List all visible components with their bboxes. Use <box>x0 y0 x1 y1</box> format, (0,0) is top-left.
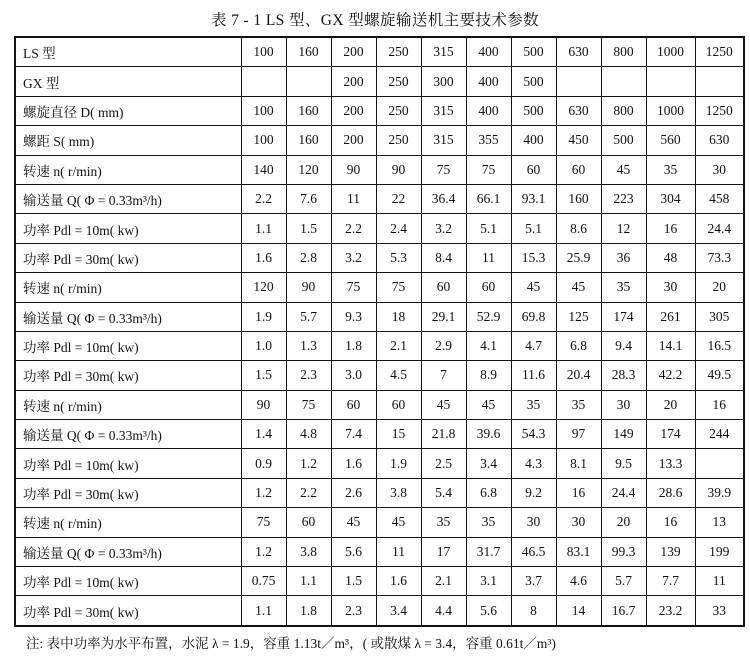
table-row <box>15 508 744 537</box>
cell: 800 <box>601 37 646 67</box>
cell: 49.5 <box>695 361 744 390</box>
row-label: 功率 Pdl = 30m( kw) <box>15 361 241 390</box>
row-label: 转速 n( r/min) <box>15 390 241 419</box>
cell: 21.8 <box>421 420 466 449</box>
cell: 14 <box>556 596 601 626</box>
cell: 90 <box>376 155 421 184</box>
cell: 6.8 <box>556 331 601 360</box>
cell: 9.3 <box>331 302 376 331</box>
cell: 2.1 <box>376 331 421 360</box>
cell: 5.6 <box>466 596 511 626</box>
cell: 223 <box>601 184 646 213</box>
cell: 500 <box>511 96 556 125</box>
row-label: 输送量 Q( Φ = 0.33m³/h) <box>15 537 241 566</box>
cell: 4.7 <box>511 331 556 360</box>
cell: 29.1 <box>421 302 466 331</box>
cell: 28.3 <box>601 361 646 390</box>
cell: 1.2 <box>286 449 331 478</box>
cell: 16.7 <box>601 596 646 626</box>
cell: 139 <box>646 537 695 566</box>
cell: 160 <box>556 184 601 213</box>
cell: 160 <box>286 96 331 125</box>
cell: 0.75 <box>241 567 286 596</box>
cell: 1.1 <box>241 596 286 626</box>
row-label: 转速 n( r/min) <box>15 508 241 537</box>
cell: 35 <box>511 390 556 419</box>
cell: 20 <box>601 508 646 537</box>
cell: 174 <box>601 302 646 331</box>
cell: 52.9 <box>466 302 511 331</box>
cell: 75 <box>241 508 286 537</box>
cell: 20 <box>695 273 744 302</box>
cell: 100 <box>241 126 286 155</box>
cell: 120 <box>286 155 331 184</box>
cell: 35 <box>646 155 695 184</box>
cell: 2.1 <box>421 567 466 596</box>
cell: 500 <box>601 126 646 155</box>
table-row <box>15 184 744 213</box>
cell: 16 <box>646 214 695 243</box>
cell: 13.3 <box>646 449 695 478</box>
cell: 30 <box>556 508 601 537</box>
row-label: 功率 Pdl = 30m( kw) <box>15 596 241 626</box>
row-label: 输送量 Q( Φ = 0.33m³/h) <box>15 420 241 449</box>
cell: 83.1 <box>556 537 601 566</box>
cell: 200 <box>331 37 376 67</box>
cell: 75 <box>331 273 376 302</box>
cell: 250 <box>376 37 421 67</box>
cell <box>695 67 744 96</box>
cell: 100 <box>241 37 286 67</box>
cell: 8.6 <box>556 214 601 243</box>
cell: 1.0 <box>241 331 286 360</box>
table-row <box>15 420 744 449</box>
table-row <box>15 67 744 96</box>
cell: 400 <box>466 96 511 125</box>
cell: 90 <box>331 155 376 184</box>
cell: 800 <box>601 96 646 125</box>
cell: 160 <box>286 37 331 67</box>
cell: 315 <box>421 126 466 155</box>
cell <box>695 449 744 478</box>
row-label: 功率 Pdl = 10m( kw) <box>15 449 241 478</box>
cell: 11.6 <box>511 361 556 390</box>
cell: 2.3 <box>286 361 331 390</box>
cell: 1.5 <box>331 567 376 596</box>
cell: 5.1 <box>466 214 511 243</box>
cell: 3.2 <box>421 214 466 243</box>
cell: 42.2 <box>646 361 695 390</box>
cell: 30 <box>695 155 744 184</box>
cell: 2.2 <box>241 184 286 213</box>
cell: 2.3 <box>331 596 376 626</box>
cell: 24.4 <box>601 478 646 507</box>
cell: 250 <box>376 67 421 96</box>
cell: 33 <box>695 596 744 626</box>
cell: 4.3 <box>511 449 556 478</box>
table-row <box>15 243 744 272</box>
cell: 4.6 <box>556 567 601 596</box>
cell: 261 <box>646 302 695 331</box>
cell: 355 <box>466 126 511 155</box>
table-row <box>15 126 744 155</box>
table-row <box>15 302 744 331</box>
cell: 1.5 <box>241 361 286 390</box>
cell: 30 <box>646 273 695 302</box>
row-label: 螺旋直径 D( mm) <box>15 96 241 125</box>
cell: 35 <box>556 390 601 419</box>
cell: 315 <box>421 37 466 67</box>
cell: 16 <box>646 508 695 537</box>
cell: 39.6 <box>466 420 511 449</box>
cell: 1.6 <box>376 567 421 596</box>
cell <box>556 67 601 96</box>
cell: 1.9 <box>376 449 421 478</box>
row-label: GX 型 <box>15 67 241 96</box>
table-row <box>15 596 744 626</box>
cell: 400 <box>511 126 556 155</box>
cell: 46.5 <box>511 537 556 566</box>
table-row <box>15 390 744 419</box>
cell: 35 <box>421 508 466 537</box>
cell: 5.1 <box>511 214 556 243</box>
cell: 5.7 <box>601 567 646 596</box>
cell: 3.4 <box>466 449 511 478</box>
cell: 4.1 <box>466 331 511 360</box>
table-row <box>15 331 744 360</box>
cell: 7.6 <box>286 184 331 213</box>
cell: 7.4 <box>331 420 376 449</box>
cell: 7.7 <box>646 567 695 596</box>
cell: 16 <box>556 478 601 507</box>
table-row <box>15 537 744 566</box>
cell: 75 <box>466 155 511 184</box>
row-label: 转速 n( r/min) <box>15 273 241 302</box>
row-label: 功率 Pdl = 10m( kw) <box>15 567 241 596</box>
table-body <box>15 37 744 626</box>
cell: 30 <box>601 390 646 419</box>
cell: 48 <box>646 243 695 272</box>
row-label: 螺距 S( mm) <box>15 126 241 155</box>
cell: 200 <box>331 96 376 125</box>
cell: 200 <box>331 126 376 155</box>
cell: 60 <box>511 155 556 184</box>
cell: 39.9 <box>695 478 744 507</box>
cell: 11 <box>376 537 421 566</box>
cell: 400 <box>466 67 511 96</box>
cell: 66.1 <box>466 184 511 213</box>
table-row <box>15 37 744 67</box>
table-footnote: 注: 表中功率为水平布置，水泥 λ = 1.9，容重 1.13t／m³，( 或散煤 λ = 3.4，容重 0.61t／m³) <box>26 635 556 651</box>
table-row <box>15 478 744 507</box>
cell: 3.7 <box>511 567 556 596</box>
cell <box>601 67 646 96</box>
cell: 45 <box>556 273 601 302</box>
cell: 560 <box>646 126 695 155</box>
cell: 28.6 <box>646 478 695 507</box>
row-label: 转速 n( r/min) <box>15 155 241 184</box>
cell: 22 <box>376 184 421 213</box>
cell: 75 <box>376 273 421 302</box>
cell: 60 <box>421 273 466 302</box>
cell: 5.7 <box>286 302 331 331</box>
cell: 1.2 <box>241 537 286 566</box>
cell: 1.6 <box>241 243 286 272</box>
cell: 244 <box>695 420 744 449</box>
cell: 75 <box>286 390 331 419</box>
cell: 36.4 <box>421 184 466 213</box>
cell: 30 <box>511 508 556 537</box>
cell: 174 <box>646 420 695 449</box>
row-label: 功率 Pdl = 30m( kw) <box>15 243 241 272</box>
cell: 315 <box>421 96 466 125</box>
cell: 3.0 <box>331 361 376 390</box>
cell: 36 <box>601 243 646 272</box>
cell: 1250 <box>695 96 744 125</box>
cell: 1.1 <box>286 567 331 596</box>
cell: 630 <box>695 126 744 155</box>
table-row <box>15 361 744 390</box>
cell: 125 <box>556 302 601 331</box>
cell: 6.8 <box>466 478 511 507</box>
cell: 1.6 <box>331 449 376 478</box>
cell: 11 <box>466 243 511 272</box>
cell: 1.3 <box>286 331 331 360</box>
cell: 1.8 <box>331 331 376 360</box>
cell: 630 <box>556 37 601 67</box>
cell: 23.2 <box>646 596 695 626</box>
cell: 2.4 <box>376 214 421 243</box>
cell: 458 <box>695 184 744 213</box>
cell: 140 <box>241 155 286 184</box>
cell: 69.8 <box>511 302 556 331</box>
cell: 2.9 <box>421 331 466 360</box>
cell: 3.8 <box>376 478 421 507</box>
cell: 2.8 <box>286 243 331 272</box>
table-row <box>15 567 744 596</box>
row-label: 功率 Pdl = 10m( kw) <box>15 214 241 243</box>
cell: 93.1 <box>511 184 556 213</box>
cell: 60 <box>466 273 511 302</box>
cell: 99.3 <box>601 537 646 566</box>
cell: 16 <box>695 390 744 419</box>
cell: 45 <box>511 273 556 302</box>
cell: 200 <box>331 67 376 96</box>
cell: 2.2 <box>331 214 376 243</box>
cell: 14.1 <box>646 331 695 360</box>
table-row <box>15 449 744 478</box>
cell: 15.3 <box>511 243 556 272</box>
cell: 5.6 <box>331 537 376 566</box>
cell: 54.3 <box>511 420 556 449</box>
cell: 75 <box>421 155 466 184</box>
cell: 3.8 <box>286 537 331 566</box>
cell: 11 <box>331 184 376 213</box>
cell <box>646 67 695 96</box>
cell: 300 <box>421 67 466 96</box>
cell: 2.6 <box>331 478 376 507</box>
cell: 199 <box>695 537 744 566</box>
cell: 45 <box>421 390 466 419</box>
cell: 1.9 <box>241 302 286 331</box>
cell: 17 <box>421 537 466 566</box>
cell: 15 <box>376 420 421 449</box>
cell: 3.4 <box>376 596 421 626</box>
cell: 149 <box>601 420 646 449</box>
cell: 1250 <box>695 37 744 67</box>
row-label: 输送量 Q( Φ = 0.33m³/h) <box>15 302 241 331</box>
cell: 97 <box>556 420 601 449</box>
cell: 13 <box>695 508 744 537</box>
cell: 11 <box>695 567 744 596</box>
cell: 0.9 <box>241 449 286 478</box>
cell: 8.4 <box>421 243 466 272</box>
cell: 60 <box>331 390 376 419</box>
cell: 31.7 <box>466 537 511 566</box>
cell: 9.5 <box>601 449 646 478</box>
cell: 304 <box>646 184 695 213</box>
cell: 1.1 <box>241 214 286 243</box>
cell: 24.4 <box>695 214 744 243</box>
cell: 60 <box>556 155 601 184</box>
cell: 4.8 <box>286 420 331 449</box>
cell: 45 <box>601 155 646 184</box>
cell: 45 <box>376 508 421 537</box>
cell: 60 <box>376 390 421 419</box>
cell: 90 <box>286 273 331 302</box>
cell: 45 <box>466 390 511 419</box>
cell: 20.4 <box>556 361 601 390</box>
table-row <box>15 273 744 302</box>
cell: 120 <box>241 273 286 302</box>
cell: 8.1 <box>556 449 601 478</box>
cell: 160 <box>286 126 331 155</box>
cell <box>241 67 286 96</box>
cell: 1000 <box>646 37 695 67</box>
cell: 4.5 <box>376 361 421 390</box>
cell: 500 <box>511 37 556 67</box>
cell: 2.2 <box>286 478 331 507</box>
row-label: 输送量 Q( Φ = 0.33m³/h) <box>15 184 241 213</box>
cell: 3.2 <box>331 243 376 272</box>
cell: 3.1 <box>466 567 511 596</box>
cell: 12 <box>601 214 646 243</box>
cell: 35 <box>466 508 511 537</box>
cell: 16.5 <box>695 331 744 360</box>
cell: 60 <box>286 508 331 537</box>
table-row <box>15 214 744 243</box>
table-title: 表 7 - 1 LS 型、GX 型螺旋输送机主要技术参数 <box>210 12 540 29</box>
cell: 500 <box>511 67 556 96</box>
cell: 25.9 <box>556 243 601 272</box>
cell: 8.9 <box>466 361 511 390</box>
cell: 1.4 <box>241 420 286 449</box>
row-label: 功率 Pdl = 30m( kw) <box>15 478 241 507</box>
cell: 100 <box>241 96 286 125</box>
cell: 250 <box>376 96 421 125</box>
row-label: LS 型 <box>15 37 241 67</box>
cell: 4.4 <box>421 596 466 626</box>
cell: 1.5 <box>286 214 331 243</box>
cell: 1000 <box>646 96 695 125</box>
cell: 250 <box>376 126 421 155</box>
cell: 9.4 <box>601 331 646 360</box>
cell: 18 <box>376 302 421 331</box>
cell: 400 <box>466 37 511 67</box>
cell: 2.5 <box>421 449 466 478</box>
cell: 7 <box>421 361 466 390</box>
cell: 8 <box>511 596 556 626</box>
cell: 305 <box>695 302 744 331</box>
technical-parameters-table <box>14 36 745 627</box>
cell: 90 <box>241 390 286 419</box>
cell: 20 <box>646 390 695 419</box>
cell: 630 <box>556 96 601 125</box>
cell: 35 <box>601 273 646 302</box>
table-row <box>15 96 744 125</box>
cell: 5.3 <box>376 243 421 272</box>
cell: 1.2 <box>241 478 286 507</box>
cell: 450 <box>556 126 601 155</box>
cell: 45 <box>331 508 376 537</box>
cell: 1.8 <box>286 596 331 626</box>
cell: 73.3 <box>695 243 744 272</box>
table-row <box>15 155 744 184</box>
cell: 5.4 <box>421 478 466 507</box>
row-label: 功率 Pdl = 10m( kw) <box>15 331 241 360</box>
cell <box>286 67 331 96</box>
cell: 9.2 <box>511 478 556 507</box>
